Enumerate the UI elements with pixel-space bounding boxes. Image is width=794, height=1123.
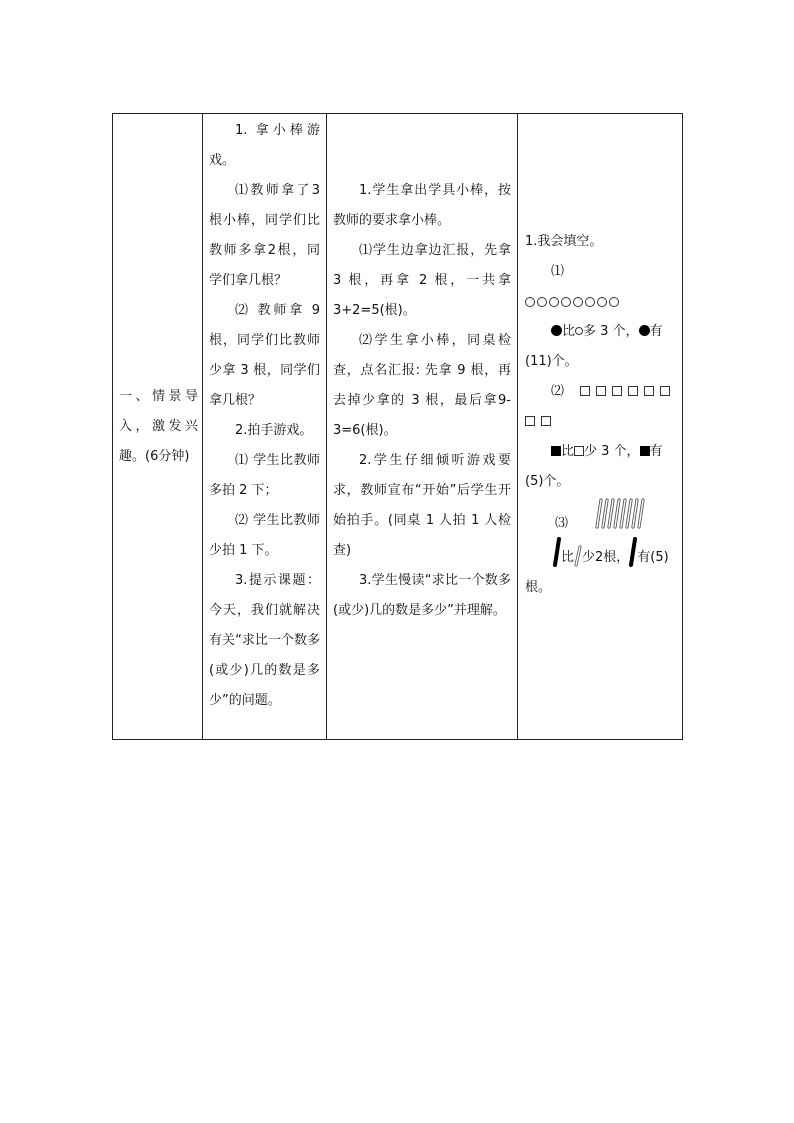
hollow-square-icon	[644, 386, 654, 396]
q2-line: ⑵	[525, 377, 676, 437]
student-line-3: ⑵学生拿小棒，同桌检查，点名汇报: 先拿 9 根，再去掉少拿的 3 根，最后拿9-3=6(根)。	[333, 333, 511, 438]
filled-square-icon	[640, 446, 650, 456]
q1-sentence: 比 多 3 个， 有	[525, 317, 676, 347]
q1-answer: (11)个。	[525, 354, 578, 369]
hollow-stick-icon	[633, 500, 637, 527]
hollow-square-icon	[612, 386, 622, 396]
hollow-circle-icon	[585, 297, 595, 307]
hollow-stick-icon	[615, 500, 619, 527]
hollow-circle-icon	[597, 297, 607, 307]
q3-label: ⑶	[555, 516, 569, 531]
filled-square-icon	[551, 446, 561, 456]
hollow-stick-icon	[609, 500, 613, 527]
student-line-2: ⑴学生边拿边汇报，先拿 3 根，再拿 2 根，一共拿3+2=5(根)。	[333, 243, 511, 318]
hollow-stick-icon	[574, 545, 582, 567]
q3-sentence: 比 少2根， 有(5)	[525, 537, 676, 573]
filled-stick-icon	[553, 537, 561, 567]
hollow-square-row	[525, 384, 676, 429]
teacher-line-3: ⑵ 教师拿 9 根，同学们比教师少拿 3 根，同学们拿几根？	[209, 303, 320, 408]
stage-label: 一、情景导入，激发兴趣。(6分钟)	[119, 388, 198, 464]
hollow-square-icon	[580, 386, 590, 396]
hollow-square-icon	[660, 386, 670, 396]
teacher-line-5: ⑴ 学生比教师多拍 2 下；	[209, 453, 320, 498]
q3-sticks	[525, 497, 676, 537]
teacher-line-2: ⑴教师拿了3根小棒，同学们比教师多拿2根，同学们拿几根？	[209, 183, 320, 288]
hollow-circle-icon	[609, 297, 619, 307]
filled-circle-icon	[551, 325, 562, 336]
teacher-line-1: 1. 拿小棒游戏。	[209, 123, 320, 168]
hollow-circle-row	[525, 287, 676, 317]
teacher-line-7: 3.提示课题：今天，我们就解决有关“求比一个数多(或少)几的数是多少”的问题。	[209, 573, 320, 708]
stick-bundle-icon	[589, 497, 649, 533]
q1-label: ⑴	[551, 264, 565, 279]
hollow-square-icon	[525, 416, 535, 426]
hollow-circle-icon	[537, 297, 547, 307]
q2-sentence: 比 少 3 个， 有	[525, 437, 676, 467]
hollow-circle-icon	[549, 297, 559, 307]
hollow-stick-icon	[627, 500, 631, 527]
q3-answer: 根。	[525, 580, 552, 595]
student-activity-cell	[327, 114, 518, 740]
teacher-line-6: ⑵ 学生比教师少拍 1 下。	[209, 513, 320, 558]
student-line-1: 1.学生拿出学具小棒，按教师的要求拿小棒。	[333, 183, 511, 228]
lesson-plan-table	[112, 113, 683, 740]
stage-cell	[113, 114, 203, 740]
hollow-stick-icon	[621, 500, 625, 527]
exercise-cell	[518, 114, 683, 740]
hollow-square-icon	[541, 416, 551, 426]
hollow-circle-icon	[525, 297, 535, 307]
hollow-square-icon	[596, 386, 606, 396]
student-line-5: 3.学生慢读“求比一个数多(或少)几的数是多少”并理解。	[333, 573, 511, 618]
hollow-stick-icon	[603, 500, 607, 527]
hollow-square-icon	[628, 386, 638, 396]
teacher-line-4: 2.拍手游戏。	[235, 423, 313, 438]
hollow-circle-icon	[573, 297, 583, 307]
table-row	[113, 114, 683, 740]
hollow-stick-icon	[639, 500, 643, 527]
hollow-square-icon	[574, 446, 584, 456]
hollow-circle-icon	[575, 327, 583, 335]
exercise-title: 1.我会填空。	[525, 234, 603, 249]
teacher-activity-cell	[203, 114, 327, 740]
q2-answer: (5)个。	[525, 474, 570, 489]
hollow-circle-icon	[561, 297, 571, 307]
filled-circle-icon	[639, 325, 650, 336]
student-line-4: 2.学生仔细倾听游戏要求，教师宣布“开始”后学生开始拍手。(同桌 1 人拍 1 人检查)	[333, 453, 511, 558]
hollow-stick-icon	[597, 500, 601, 527]
